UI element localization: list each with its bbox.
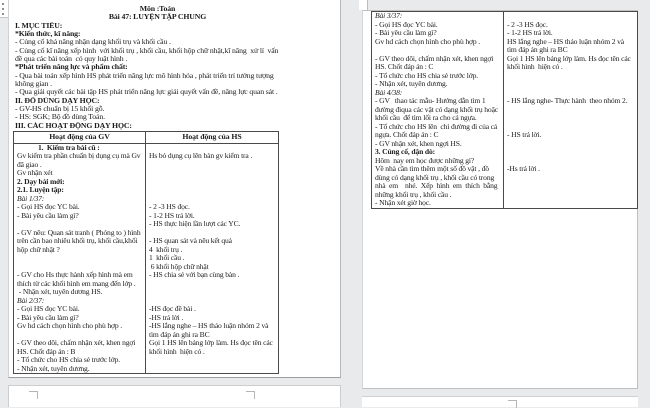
- table-row: [14, 169, 278, 178]
- hs-cell-line: [504, 140, 637, 149]
- gv-cell-line: Gv nhận xét: [14, 169, 146, 178]
- hs-cell-line: 1 khối cầu .: [149, 254, 185, 263]
- hs-cell-line: 4 khối trụ .: [149, 245, 183, 254]
- table-row: [372, 55, 637, 64]
- hs-cell-line: [504, 123, 637, 132]
- gv-cell-line: ngựa. Chốt đáp án : C: [372, 131, 504, 140]
- gv-cell-line: - Bài yêu cầu làm gì?: [14, 212, 146, 221]
- hs-cell-line: tìm đáp án ghi ra BC: [149, 330, 210, 339]
- table-row: [372, 63, 637, 72]
- hs-cell-line: - 1-2 HS trả lời.: [149, 211, 195, 220]
- hs-cell-line: [146, 365, 278, 374]
- hs-cell-line: khối hình hiện có .: [507, 63, 563, 71]
- table-row: [372, 80, 637, 89]
- table-row: [372, 38, 637, 47]
- doc-line: *Kiến thức, kĩ năng:: [15, 30, 81, 39]
- hs-cell-line: -HS đọc đề bài .: [149, 305, 196, 314]
- hs-column-header: Hoạt động của HS: [182, 132, 242, 142]
- hs-cell-line: - HS lắng nghe- Thực hành theo nhóm 2.: [507, 97, 628, 105]
- hs-cell-line: [504, 182, 637, 191]
- gv-cell-line: 2.1. Luyện tập:: [14, 186, 146, 195]
- hs-cell-line: [504, 72, 637, 81]
- table-row: [14, 365, 278, 374]
- doc-line: không gian .: [15, 80, 52, 89]
- gv-cell-line: hộp chữ nhật ?: [14, 246, 146, 255]
- gv-cell-line: Gv kiểm tra phần chuẩn bị dụng cụ mà Gv: [14, 152, 146, 161]
- hs-cell-line: - HS trả lời.: [507, 131, 542, 139]
- next-page-preview-left: [8, 385, 341, 407]
- gv-cell-line: - Tổ chức cho HS chia sẻ trước lớp.: [14, 356, 146, 365]
- doc-line: đề qua các bài toán có quy luật hình .: [15, 55, 128, 64]
- hs-cell-line: [504, 148, 637, 157]
- table-row: [372, 106, 637, 115]
- gv-cell-line: - Bài yêu cầu làm gì?: [14, 314, 146, 323]
- gv-cell-line: - Gọi HS đọc YC bài.: [14, 203, 146, 212]
- document-page-1: [8, 0, 341, 378]
- table-row: [14, 152, 278, 161]
- gv-cell-line: thích từ các khối hình em mang đến lớp .: [14, 280, 146, 289]
- hs-cell-line: khối hình hiện có .: [149, 347, 205, 356]
- gv-cell-line: đường điqua các vật có dạng khối trụ hoặc: [372, 106, 504, 115]
- gv-cell-line: - Nhận xét giờ học.: [372, 199, 504, 208]
- gv-cell-line: nhà em nhé. Xếp hình em thích bằng: [372, 182, 504, 191]
- hs-cell-line: [146, 280, 278, 289]
- table-row: [14, 263, 278, 272]
- gv-cell-line: Hôm nay em học được những gì?: [372, 157, 504, 166]
- hs-cell-line: [504, 80, 637, 89]
- table-row: [14, 288, 278, 297]
- gv-cell-line: Bài 1/37:: [14, 195, 146, 204]
- hs-cell-line: - HS thực hiện lần lượt các YC.: [149, 220, 241, 229]
- hs-cell-line: - 1-2 HS trả lời.: [507, 29, 553, 37]
- gv-cell-line: - GV cho Hs thực hành xếp hình mà em: [14, 271, 146, 280]
- table-row: [372, 191, 637, 200]
- gv-cell-line: [14, 331, 146, 340]
- table-row: [14, 144, 278, 153]
- doc-line: Bài 47: LUYỆN TẬP CHUNG: [108, 13, 207, 22]
- gv-cell-line: 1. Kiểm tra bài cũ :: [14, 144, 146, 153]
- hs-cell-line: [146, 356, 278, 365]
- table-row: [372, 72, 637, 81]
- table-row: [14, 203, 278, 212]
- gv-cell-line: - Gọi HS đọc YC bài.: [372, 21, 504, 30]
- hs-cell-line: [146, 161, 278, 170]
- table-row: [14, 322, 278, 331]
- table-row: [14, 254, 278, 263]
- table-row: [372, 46, 637, 55]
- lesson-activity-table-page-1: [13, 131, 279, 374]
- gv-cell-line: Về nhà cần tìm thêm một số đồ vật , đồ: [372, 165, 504, 174]
- table-row: [14, 237, 278, 246]
- dots-marker: [2, 3, 5, 18]
- gv-cell-line: HS. Chốt đáp án : C: [372, 63, 504, 72]
- table-row: [372, 89, 637, 98]
- gv-cell-line: - Nhận xét, tuyên dương.: [14, 365, 146, 374]
- gv-cell-line: dùng có dạng khối trụ , khối cầu có trong: [372, 174, 504, 183]
- gv-cell-line: - Nhận xét, tuyên dương HS.: [14, 288, 146, 297]
- doc-line: I. MỤC TIÊU:: [15, 21, 63, 30]
- hs-cell-line: [146, 288, 278, 297]
- hs-cell-line: Gọi 1 HS lên bảng lớp làm. Hs đọc tên các: [149, 339, 273, 348]
- document-page-2: [362, 10, 638, 389]
- table-row: [14, 195, 278, 204]
- table-row: [372, 97, 637, 106]
- table-row: [14, 246, 278, 255]
- hs-cell-line: [504, 114, 637, 123]
- gv-cell-line: 3. Củng cố, dặn dò:: [372, 148, 504, 157]
- doc-line: III. CÁC HOẠT ĐỘNG DẠY HỌC:: [15, 121, 132, 130]
- table-row: [14, 331, 278, 340]
- table-row: [372, 114, 637, 123]
- hs-cell-line: -HS trả lời .: [149, 313, 184, 322]
- hs-cell-line: [146, 169, 278, 178]
- hs-cell-line: [146, 195, 278, 204]
- hs-cell-line: [146, 229, 278, 238]
- table-row: [14, 305, 278, 314]
- gv-cell-line: - GV thao tác mẫu- Hướng dẫn tìm 1: [372, 97, 504, 106]
- table-body: [14, 144, 278, 374]
- gv-cell-line: những khối trụ , khối cầu .: [372, 191, 504, 200]
- table-header-row: [14, 132, 278, 144]
- doc-line: - GV-HS chuẩn bị 15 khối gỗ.: [15, 105, 105, 114]
- gv-cell-line: HS. Chốt đáp án : B: [14, 348, 146, 357]
- hs-cell-line: - HS chia sẻ với bạn cùng bàn .: [149, 271, 240, 280]
- gv-cell-line: - GV nhận xét, khen ngợi HS.: [372, 140, 504, 149]
- hs-cell-line: [504, 106, 637, 115]
- gv-cell-line: - Gọi HS đọc YC bài.: [14, 305, 146, 314]
- doc-line: - HS: SGK; Bộ đồ dùng Toán.: [15, 113, 105, 122]
- gv-cell-line: - Bài yêu cầu làm gì?: [372, 29, 504, 38]
- hs-cell-line: [146, 144, 278, 153]
- table-row: [14, 280, 278, 289]
- text-boundary-corner-mark: [29, 391, 38, 399]
- table-row: [14, 271, 278, 280]
- table-row: [372, 199, 637, 208]
- hs-cell-line: [504, 191, 637, 200]
- doc-line: *Phát triển năng lực và phẩm chất:: [15, 63, 128, 72]
- table-row: [372, 21, 637, 30]
- hs-cell-line: [504, 12, 637, 21]
- table-row: [14, 161, 278, 170]
- hs-cell-line: HS lắng nghe – HS thảo luận nhóm 2 và: [507, 37, 624, 46]
- hs-cell-line: -Hs trả lời .: [507, 165, 540, 173]
- doc-line: - Qua bài toán xếp hình HS phát triển năng lực mô hình hóa , phát triển trí tưởng tượng: [15, 71, 274, 80]
- next-page-preview-right: [362, 396, 638, 407]
- hs-cell-line: [504, 199, 637, 208]
- table-row: [14, 178, 278, 187]
- gv-cell-line: trên cần bao nhiêu khối trụ, khối cầu,khối: [14, 237, 146, 246]
- gv-cell-line: - Tổ chức cho HS lên chỉ đường đi của cá: [372, 123, 504, 132]
- table-row: [372, 123, 637, 132]
- table-row: [372, 131, 637, 140]
- table-row: [14, 212, 278, 221]
- gv-column-header: Hoạt động của GV: [14, 132, 146, 143]
- gv-cell-line: - GV theo dõi, chấm nhận xét, khen ngợi: [14, 339, 146, 348]
- gv-cell-line: Bài 2/37:: [14, 297, 146, 306]
- doc-line: - Củng cố khả năng nhận dạng khối trụ và khối cầu .: [15, 38, 171, 47]
- table-row: [14, 314, 278, 323]
- text-boundary-corner-mark: [246, 391, 255, 399]
- table-body: [372, 12, 637, 208]
- table-row: [14, 348, 278, 357]
- hs-cell-line: [146, 178, 278, 187]
- hs-cell-line: -HS lắng nghe – HS thảo luận nhóm 2 và: [149, 322, 269, 331]
- doc-line: II. ĐỒ DÙNG DẠY HỌC:: [15, 96, 100, 105]
- table-row: [14, 356, 278, 365]
- table-row: [372, 148, 637, 157]
- hs-cell-line: - 2 -3 HS đọc.: [507, 20, 548, 29]
- gv-cell-line: [14, 263, 146, 272]
- gv-cell-line: Bài 4/38:: [372, 89, 504, 98]
- hs-cell-line: [146, 297, 278, 306]
- table-row: [14, 339, 278, 348]
- gv-cell-line: - Nhận xét, tuyên dương.: [372, 80, 504, 89]
- hs-cell-line: Gọi 1 HS lên bảng lớp làm. Hs đọc tên các: [507, 54, 631, 63]
- doc-line: Môn :Toán: [139, 5, 176, 13]
- hs-cell-line: [504, 157, 637, 166]
- gv-cell-line: Gv hd cách chọn hình cho phù hợp .: [14, 322, 146, 331]
- doc-line: - Qua giải quyết các bài tập HS phát triển năng lực giải quyết vấn đề, năng lực quan sát .: [15, 88, 278, 97]
- page-fragment-top-right: [359, 0, 368, 10]
- hs-cell-line: 6 khối hộp chữ nhật: [149, 262, 209, 271]
- table-row: [372, 140, 637, 149]
- gv-cell-line: Bài 3/37:: [372, 12, 504, 21]
- table-row: [372, 157, 637, 166]
- table-row: [372, 29, 637, 38]
- table-row: [372, 12, 637, 21]
- hs-cell-line: [504, 174, 637, 183]
- table-row: [14, 186, 278, 195]
- gv-cell-line: 2. Dạy bài mới:: [14, 178, 146, 187]
- gv-cell-line: [14, 254, 146, 263]
- table-row: [14, 229, 278, 238]
- lesson-activity-table-page-2: [371, 11, 638, 209]
- gv-cell-line: đã giao .: [14, 161, 146, 170]
- table-row: [14, 297, 278, 306]
- hs-cell-line: - 2 -3 HS đọc.: [149, 203, 190, 212]
- gv-cell-line: - Tổ chức cho HS chia sẻ trước lớp.: [372, 72, 504, 81]
- gv-cell-line: Gv hd cách chọn hình cho phù hợp .: [372, 38, 504, 47]
- hs-cell-line: Hs bỏ dụng cụ lên bàn gv kiểm tra .: [149, 152, 253, 161]
- table-row: [372, 165, 637, 174]
- hs-cell-line: [504, 89, 637, 98]
- table-row: [14, 220, 278, 229]
- hs-cell-line: - HS quan sát và nêu kết quả: [149, 237, 232, 246]
- gv-cell-line: khối cầu để tìm lối ra cho cá ngựa.: [372, 114, 504, 123]
- table-row: [372, 182, 637, 191]
- page-1-heading: [9, 0, 340, 130]
- gv-cell-line: - GV nêu: Quan sát tranh ( Phóng to ) hình: [14, 229, 146, 238]
- gv-cell-line: [372, 46, 504, 55]
- table-row: [372, 174, 637, 183]
- gv-cell-line: - GV theo dõi, chấm nhận xét, khen ngợi: [372, 55, 504, 64]
- hs-cell-line: tìm đáp án ghi ra BC: [507, 46, 568, 54]
- doc-line: - Củng cố kĩ năng xếp hình với khối trụ , khối cầu, khối hộp chữ nhật,kĩ năng xử lí vấn: [15, 46, 279, 55]
- gv-cell-line: [14, 220, 146, 229]
- hs-cell-line: [146, 186, 278, 195]
